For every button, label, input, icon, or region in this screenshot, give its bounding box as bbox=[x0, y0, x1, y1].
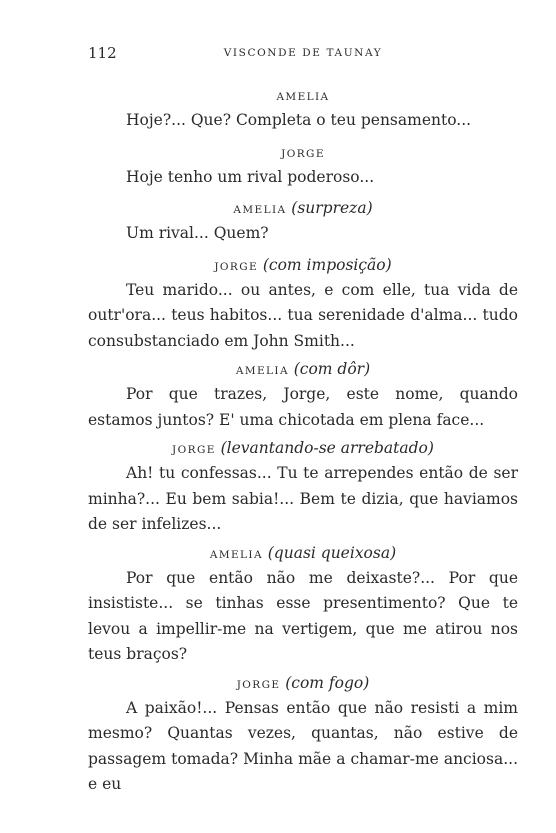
speaker-name: AMELIA bbox=[233, 204, 287, 216]
dialogue-body bbox=[88, 83, 518, 801]
stage-direction: (levantando-se arrebatado) bbox=[220, 439, 434, 457]
speaker-name: JORGE bbox=[214, 260, 259, 273]
speaker-name: JORGE bbox=[281, 147, 325, 160]
stage-direction: (com dôr) bbox=[293, 360, 371, 378]
speech-text: Um rival... Quem? bbox=[126, 224, 269, 242]
speaker-name: AMELIA bbox=[209, 548, 263, 561]
stage-direction: (com fogo) bbox=[285, 673, 370, 692]
stage-direction: (surpreza) bbox=[291, 199, 373, 217]
speaker-line bbox=[88, 83, 518, 108]
stage-direction: (com imposição) bbox=[262, 255, 392, 274]
speaker-line bbox=[88, 357, 518, 382]
speech-text: Por que trazes, Jorge, este nome, quando estamos juntos? E' uma chicotada em plena face... bbox=[88, 385, 518, 429]
stage-direction: (quasi queixosa) bbox=[267, 543, 397, 562]
speaker-line bbox=[88, 196, 518, 221]
speaker-name: AMELIA bbox=[235, 365, 289, 377]
speech-text: Hoje?... Que? Completa o teu pensamento... bbox=[126, 111, 472, 129]
speaker-name: JORGE bbox=[172, 444, 216, 456]
speaker-line bbox=[88, 140, 518, 165]
speaker-line bbox=[88, 436, 518, 461]
running-title: VISCONDE DE TAUNAY bbox=[223, 47, 383, 59]
speaker-line bbox=[88, 671, 518, 696]
page-number: 112 bbox=[88, 44, 117, 62]
speaker-line bbox=[88, 253, 518, 278]
speech-text: Hoje tenho um rival poderoso... bbox=[126, 167, 375, 186]
speech-text: A paixão!... Pensas então que não resisti a mim mesmo? Quantas vezes, quantas, não estive de passagem tomada? Minha mãe a chamar-me anciosa... e eu bbox=[88, 698, 518, 793]
speaker-line bbox=[88, 541, 518, 566]
speech-text: Teu marido... ou antes, e com elle, tua vida de outr'ora... teus habitos... tua serenidade d'alma... tudo consubstanciado em John Smith... bbox=[88, 280, 518, 350]
speech-text: Ah! tu confessas... Tu te arrependes então de ser minha?... Eu bem sabia!... Bem te dizia, que haviamos de ser infelizes... bbox=[88, 464, 518, 533]
speaker-name: JORGE bbox=[236, 678, 281, 691]
page-header bbox=[88, 44, 518, 64]
speaker-name: AMELIA bbox=[276, 91, 330, 103]
speech-text: Por que então não me deixaste?... Por que insististe... se tinhas esse presentimento? Que te levou a impellir-me na vertigem, que me atirou nos teus braços? bbox=[88, 568, 518, 663]
